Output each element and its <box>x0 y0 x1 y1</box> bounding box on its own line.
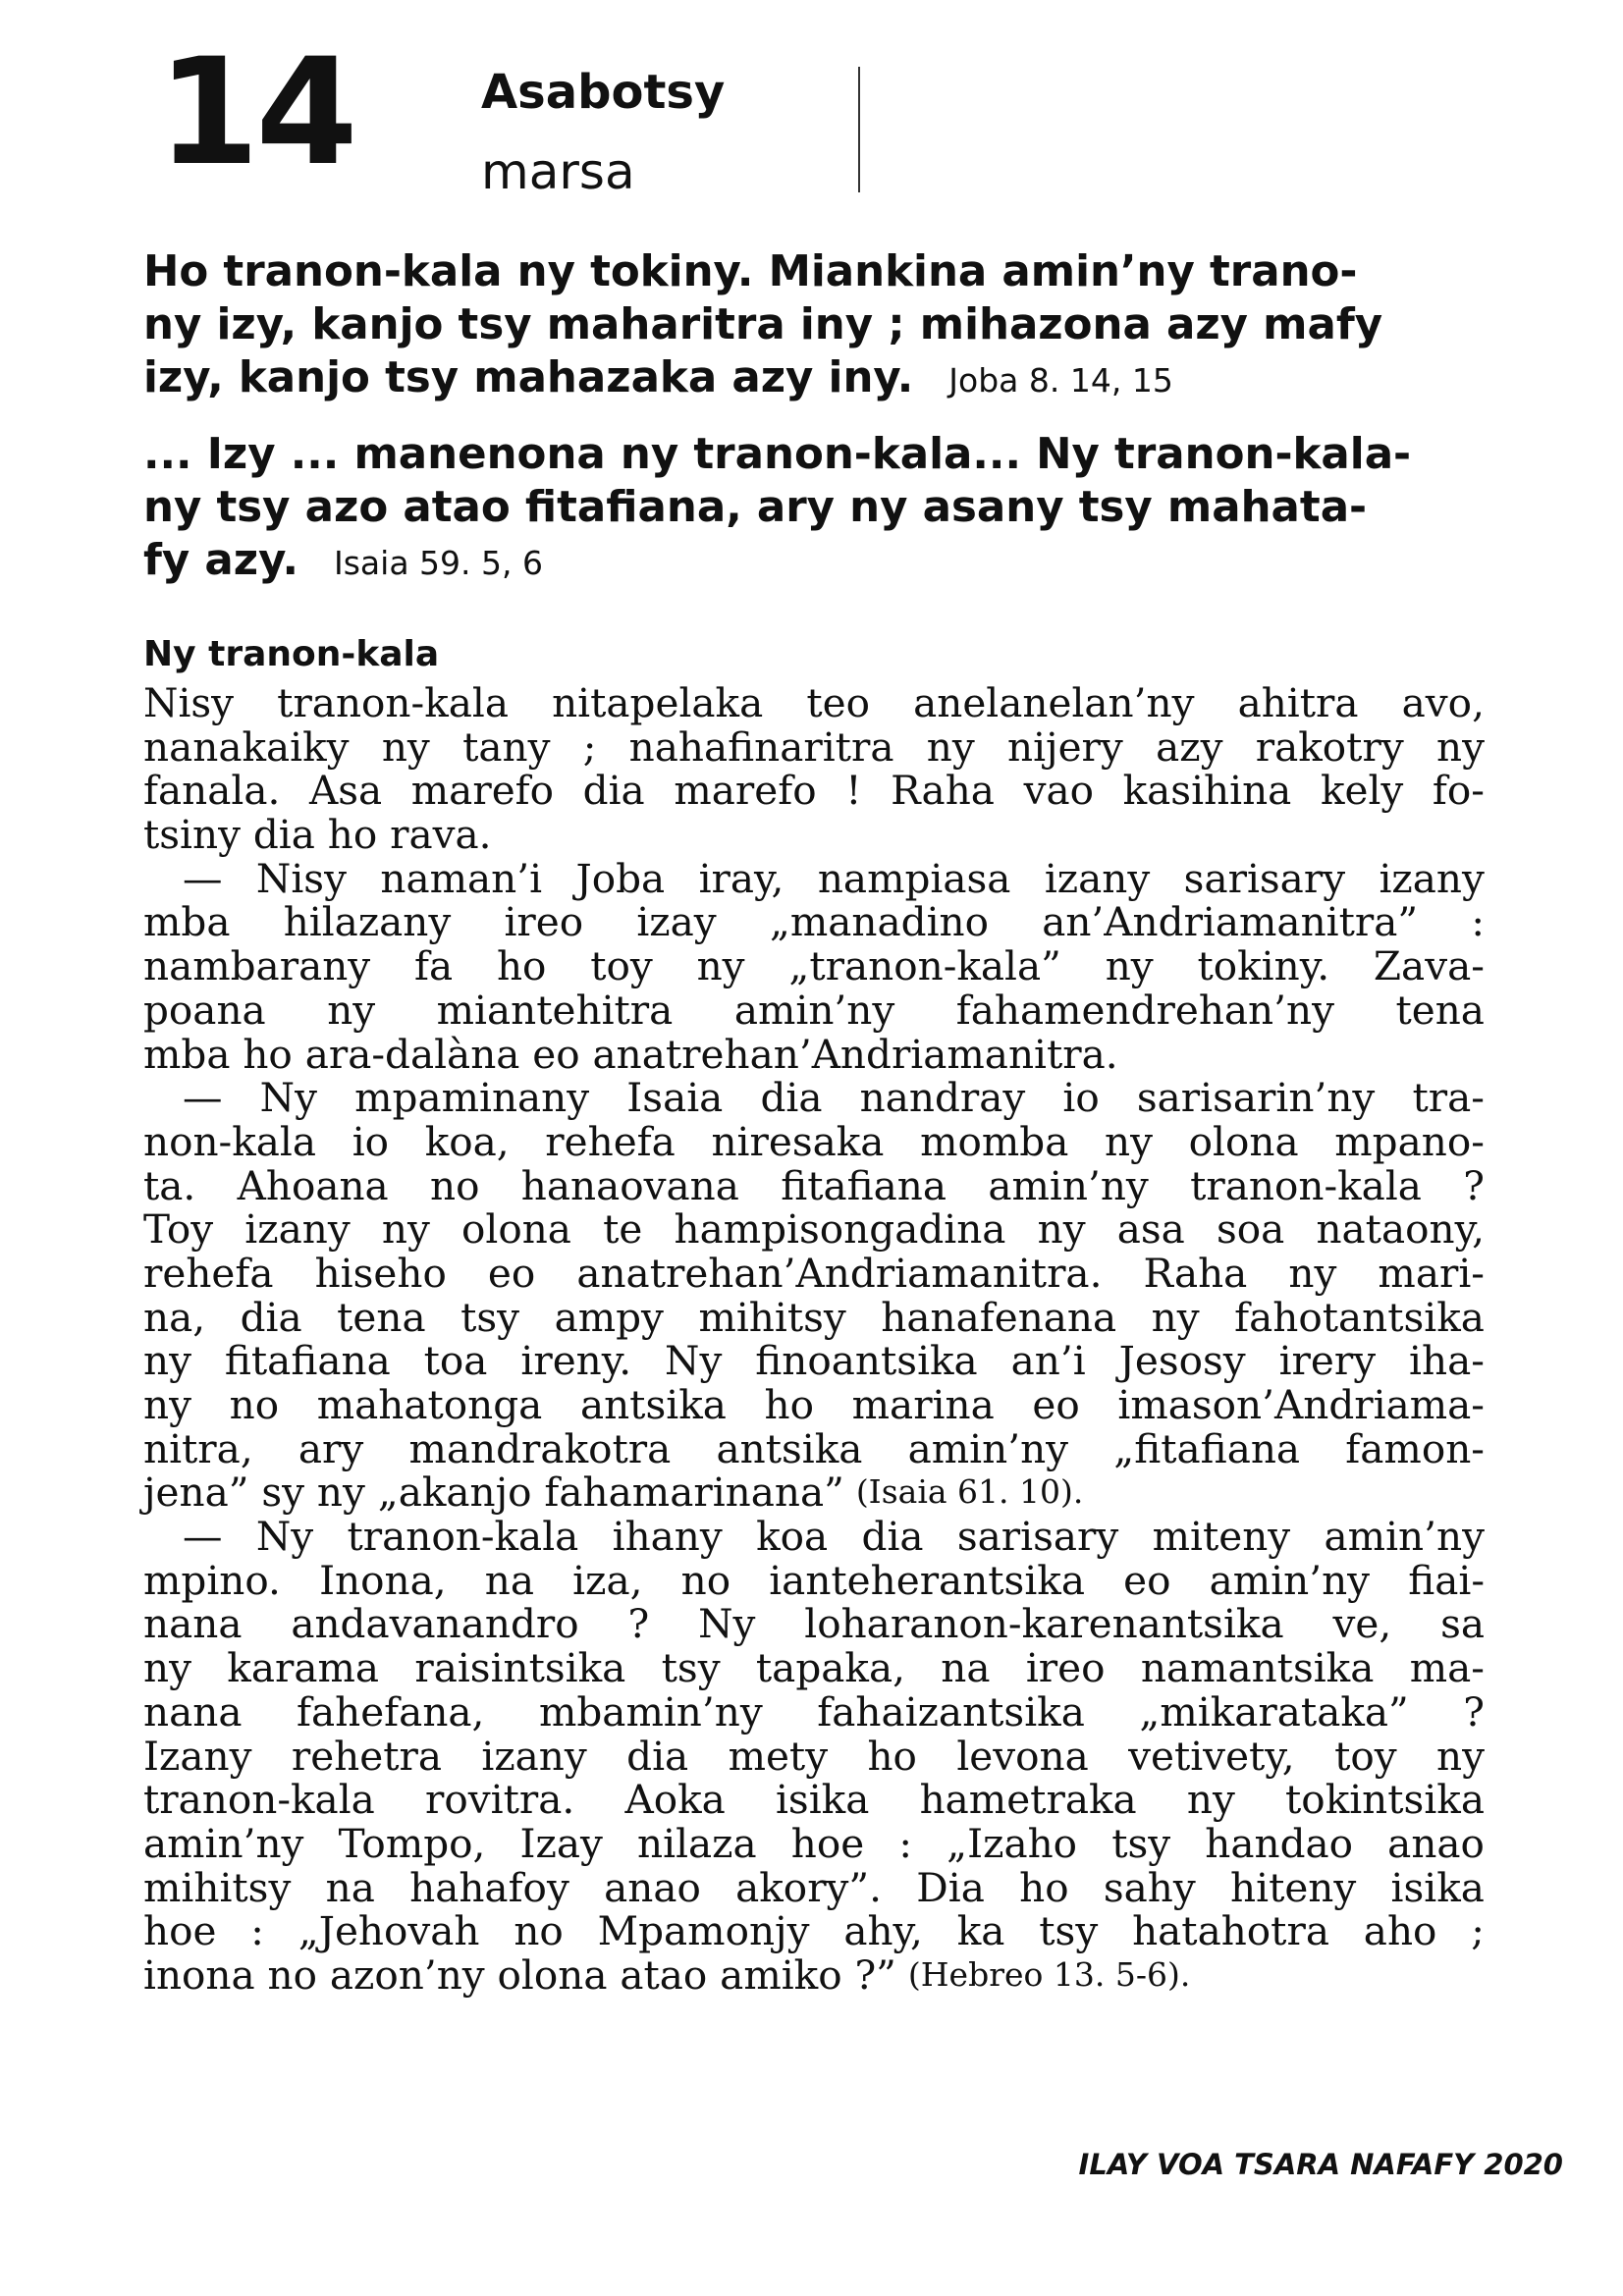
body-word: avo, <box>1401 679 1485 726</box>
body-word: ; <box>1471 1907 1485 1955</box>
body-word: Raha <box>1143 1249 1248 1297</box>
body-word: ! <box>845 767 862 815</box>
scripture-reference: (Hebreo 13. 5-6). <box>907 1954 1191 1994</box>
body-word: loharanon-karenantsika <box>804 1600 1284 1648</box>
body-line <box>143 1117 1485 1165</box>
body-word: tsy <box>1039 1907 1099 1955</box>
body-word: ve, <box>1332 1600 1392 1648</box>
body-word: nambarany <box>143 942 371 990</box>
body-word: rehetra <box>291 1732 442 1780</box>
body-word: hoe <box>143 1907 217 1955</box>
body-word: Ahoana <box>237 1161 389 1209</box>
body-word: dia <box>760 1074 823 1122</box>
bible-verse-1 <box>143 245 1479 407</box>
body-word: hiteny <box>1230 1863 1357 1911</box>
body-line-text: inona no azon’ny olona atao amiko ?” <box>143 1950 896 1999</box>
body-word: tokintsika <box>1285 1776 1485 1824</box>
body-word: andavanandro <box>291 1600 579 1648</box>
body-line <box>143 1076 1485 1120</box>
body-word: amin’ny <box>988 1161 1149 1209</box>
body-word: levona <box>956 1732 1089 1780</box>
body-word: nitra, <box>143 1424 253 1472</box>
body-word: Ny <box>255 1513 314 1561</box>
body-line <box>143 1424 1485 1472</box>
body-word: izany <box>481 1732 587 1780</box>
body-word: na <box>941 1644 991 1692</box>
body-word: rehefa <box>143 1249 274 1297</box>
body-word: dia <box>861 1513 924 1561</box>
body-word: sa <box>1440 1600 1485 1648</box>
body-word: amin’ny <box>907 1424 1069 1472</box>
body-word: eo <box>1032 1381 1080 1428</box>
body-word: finoantsika <box>755 1337 978 1385</box>
body-word: „mikarataka” <box>1139 1687 1409 1735</box>
body-word: Aoka <box>624 1776 726 1824</box>
body-line <box>143 854 1485 902</box>
body-line <box>143 988 1485 1033</box>
body-word: iza, <box>572 1556 643 1604</box>
body-line <box>143 1909 1485 1953</box>
body-word: hanafenana <box>881 1293 1117 1341</box>
body-word: ny <box>1435 722 1485 771</box>
body-word: Inona, <box>319 1556 447 1604</box>
body-word: nanakaiky <box>143 722 350 771</box>
body-word: handao <box>1205 1819 1354 1867</box>
body-word: koa <box>756 1513 829 1561</box>
body-word: ihany <box>612 1513 723 1561</box>
body-word: io <box>1062 1074 1100 1122</box>
body-word: ny <box>926 722 975 771</box>
body-word: fanala. <box>143 767 281 815</box>
body-word: mari- <box>1378 1249 1485 1297</box>
body-word: nitapelaka <box>552 679 764 726</box>
body-word: mpano- <box>1334 1117 1485 1165</box>
body-word: antsika <box>716 1424 863 1472</box>
weekday-label: Asabotsy <box>481 65 726 120</box>
body-word: : <box>1471 898 1485 946</box>
body-word: teo <box>806 679 870 726</box>
body-word: imason’Andriama- <box>1117 1381 1485 1428</box>
body-word: mpino. <box>143 1556 281 1604</box>
body-word: mihitsy <box>698 1293 846 1341</box>
body-word: fa <box>414 942 454 990</box>
body-line-text: jena” sy ny „akanjo fahamarinana” <box>143 1468 844 1517</box>
body-line <box>143 1556 1485 1604</box>
body-word: Zava- <box>1373 942 1485 990</box>
verse-line: ny izy, kanjo tsy maharitra iny ; mihazona azy mafy <box>143 300 1383 349</box>
body-word: famon- <box>1345 1424 1485 1472</box>
body-word: na, <box>143 1293 206 1341</box>
body-word: anatrehan’Andriamanitra. <box>576 1249 1103 1297</box>
body-word: ? <box>1463 1687 1485 1735</box>
body-word: ka <box>956 1907 1005 1955</box>
body-word: ny <box>1288 1249 1337 1297</box>
body-word: no <box>430 1161 480 1209</box>
body-word: ? <box>1463 1161 1485 1209</box>
verse-line: ... Izy ... manenona ny tranon-kala... Ny tranon-kala- <box>143 430 1412 479</box>
body-word: antsika <box>579 1381 727 1428</box>
body-word: isika <box>775 1776 870 1824</box>
body-word: sarisary <box>1183 854 1346 902</box>
body-word: toy <box>590 942 653 990</box>
scripture-reference: (Isaia 61. 10). <box>855 1472 1084 1512</box>
body-word: vetivety, <box>1128 1732 1295 1780</box>
body-word: hampisongadina <box>674 1205 1006 1254</box>
body-word: „fitafiana <box>1113 1424 1301 1472</box>
body-line <box>143 1687 1485 1735</box>
body-word: rehefa <box>545 1117 676 1165</box>
body-word: Ny <box>698 1600 756 1648</box>
body-word: hiseho <box>314 1249 447 1297</box>
body-line <box>143 681 1485 725</box>
body-word: mihitsy <box>143 1863 292 1911</box>
body-word: tsy <box>661 1644 721 1692</box>
body-word: Raha <box>891 767 995 815</box>
body-word: hametraka <box>919 1776 1137 1824</box>
body-line <box>143 769 1485 813</box>
body-word: — <box>183 1074 223 1122</box>
body-word: karama <box>227 1644 380 1692</box>
body-word: asa <box>1116 1205 1185 1254</box>
body-word: izany <box>244 1205 351 1254</box>
body-word: tranon-kala <box>1190 1161 1422 1209</box>
body-word: ma- <box>1409 1644 1485 1692</box>
body-word: Isaia <box>626 1074 724 1122</box>
body-word: Nisy <box>143 679 235 726</box>
body-line <box>143 1819 1485 1867</box>
body-word: nana <box>143 1600 243 1648</box>
bible-verse-2 <box>143 428 1479 590</box>
body-word: dia <box>240 1293 302 1341</box>
verse-line-text: fy azy. <box>143 536 298 585</box>
body-word: : <box>898 1819 912 1867</box>
body-line <box>143 722 1485 771</box>
body-line <box>143 1161 1485 1209</box>
body-line <box>143 1470 1485 1515</box>
body-line-text: mba ho ara-dalàna eo anatrehan’Andriamanitra. <box>143 1030 1118 1078</box>
body-word: kely <box>1320 767 1404 815</box>
body-word: nataony, <box>1316 1205 1485 1254</box>
body-line <box>143 813 1485 857</box>
body-word: hatahotra <box>1132 1907 1329 1955</box>
body-word: tany <box>462 722 551 771</box>
body-word: amin’ny <box>1209 1556 1371 1604</box>
body-word: : <box>250 1907 264 1955</box>
body-word: anao <box>1387 1819 1485 1867</box>
body-word: irery <box>1278 1337 1377 1385</box>
body-word: soa <box>1216 1205 1285 1254</box>
body-word: nampiasa <box>817 854 1011 902</box>
body-word: miantehitra <box>436 986 674 1034</box>
body-word: nana <box>143 1687 243 1735</box>
body-word: mety <box>728 1732 829 1780</box>
body-word: „tranon-kala” <box>788 942 1061 990</box>
section-title: Ny tranon-kala <box>143 634 440 674</box>
body-word: — <box>183 1513 223 1561</box>
body-word: mpaminany <box>354 1074 590 1122</box>
body-word: ny <box>1151 1293 1200 1341</box>
body-word: ? <box>627 1600 650 1648</box>
body-word: akory”. <box>735 1863 883 1911</box>
body-word: vao <box>1023 767 1094 815</box>
body-word: fitafiana <box>224 1337 391 1385</box>
verse-line <box>143 351 1479 407</box>
body-word: tsy <box>460 1293 520 1341</box>
body-word: marefo <box>674 767 817 815</box>
body-line <box>143 1207 1485 1252</box>
body-word: — <box>183 854 223 902</box>
body-line <box>143 1249 1485 1297</box>
body-word: ny <box>1435 1732 1485 1780</box>
verse-line <box>143 534 1479 590</box>
body-word: Nisy <box>255 854 347 902</box>
body-word: eo <box>487 1249 536 1297</box>
body-line <box>143 1030 1485 1078</box>
body-line <box>143 1646 1485 1690</box>
body-word: niresaka <box>711 1117 885 1165</box>
body-word: ny <box>327 986 376 1034</box>
body-word: tranon-kala <box>347 1513 579 1561</box>
body-line-text: tsiny dia ho rava. <box>143 811 492 859</box>
body-line <box>143 1778 1485 1822</box>
body-word: ho <box>1019 1863 1069 1911</box>
body-word: hahafoy <box>409 1863 569 1911</box>
body-word: an’Andriamanitra” <box>1042 898 1419 946</box>
body-word: izany <box>1379 854 1485 902</box>
body-word: Dia <box>916 1863 985 1911</box>
body-line <box>143 1950 1485 1999</box>
body-word: Jesosy <box>1118 1337 1246 1385</box>
body-word: nijery <box>1007 722 1123 771</box>
body-word: dia <box>582 767 645 815</box>
body-line <box>143 1293 1485 1341</box>
body-word: ny <box>143 1337 191 1385</box>
body-word: rovitra. <box>425 1776 575 1824</box>
body-word: no <box>514 1907 564 1955</box>
body-word: namantsika <box>1140 1644 1375 1692</box>
body-word: Toy <box>143 1205 214 1254</box>
body-word: mba <box>143 898 231 946</box>
body-word: ny <box>1037 1205 1086 1254</box>
verse-line: Ho tranon-kala ny tokiny. Miankina amin’ny trano- <box>143 247 1358 296</box>
body-word: tranon-kala <box>143 1776 375 1824</box>
body-word: ny <box>1186 1776 1235 1824</box>
body-word: ahitra <box>1237 679 1359 726</box>
body-word: tapaka, <box>755 1644 905 1692</box>
verse-line: ny tsy azo atao fitafiana, ary ny asany tsy mahata- <box>143 483 1368 532</box>
body-word: „Izaho <box>947 1819 1078 1867</box>
body-word: momba <box>920 1117 1069 1165</box>
body-word: Asa <box>308 767 383 815</box>
body-word: ary <box>298 1424 364 1472</box>
page-header <box>0 0 1623 206</box>
body-word: io <box>352 1117 390 1165</box>
body-word: Tompo, <box>338 1819 486 1867</box>
body-word: miteny <box>1152 1513 1291 1561</box>
body-word: ny <box>1105 1117 1153 1165</box>
body-word: mahatonga <box>316 1381 543 1428</box>
body-word: ny <box>381 1205 430 1254</box>
body-word: na <box>325 1863 375 1911</box>
body-word: sarisary <box>956 1513 1119 1561</box>
body-word: nandray <box>859 1074 1026 1122</box>
body-word: sahy <box>1103 1863 1196 1911</box>
day-number: 14 <box>157 27 354 198</box>
verse-line-text: izy, kanjo tsy mahazaka azy iny. <box>143 353 914 402</box>
body-word: marina <box>851 1381 995 1428</box>
body-word: fahotantsika <box>1234 1293 1485 1341</box>
body-word: Joba <box>575 854 666 902</box>
body-line <box>143 1383 1485 1427</box>
body-word: iray, <box>698 854 784 902</box>
body-word: Ny <box>259 1074 317 1122</box>
body-word: izay <box>636 898 717 946</box>
body-word: hoe <box>790 1819 865 1867</box>
body-word: fiai- <box>1408 1556 1485 1604</box>
body-word: mbamin’ny <box>538 1687 763 1735</box>
body-word: anao <box>604 1863 701 1911</box>
body-word: na <box>484 1556 535 1604</box>
body-word: ta. <box>143 1161 196 1209</box>
body-word: fahamendrehan’ny <box>955 986 1334 1034</box>
body-word: amin’ny <box>733 986 895 1034</box>
body-word: no <box>229 1381 280 1428</box>
body-word: marefo <box>410 767 555 815</box>
body-word: toa <box>423 1337 488 1385</box>
body-word: hanaovana <box>520 1161 739 1209</box>
body-word: Izay <box>519 1819 603 1867</box>
body-word: ianteherantsika <box>769 1556 1085 1604</box>
body-word: ho <box>764 1381 814 1428</box>
body-word: Ny <box>665 1337 723 1385</box>
body-line <box>143 1863 1485 1911</box>
body-line <box>143 1339 1485 1383</box>
body-word: fitafiana <box>781 1161 947 1209</box>
body-word: rakotry <box>1255 722 1404 771</box>
body-word: ny <box>1105 942 1154 990</box>
body-word: ireo <box>1025 1644 1106 1692</box>
body-word: ho <box>867 1732 917 1780</box>
body-word: Mpamonjy <box>597 1907 810 1955</box>
body-line <box>143 944 1485 988</box>
body-line <box>143 900 1485 944</box>
body-word: ny <box>696 942 745 990</box>
body-word: anelanelan’ny <box>913 679 1195 726</box>
body-word: hilazany <box>283 898 452 946</box>
body-word: tokiny. <box>1197 942 1330 990</box>
body-word: „manadino <box>769 898 989 946</box>
body-line <box>143 1515 1485 1559</box>
body-word: poana <box>143 986 266 1034</box>
body-word: amin’ny <box>1324 1513 1485 1561</box>
body-word: Izany <box>143 1732 252 1780</box>
body-word: nahafinaritra <box>628 722 894 771</box>
body-word: fo- <box>1432 767 1485 815</box>
body-word: tra- <box>1412 1074 1485 1122</box>
body-word: ho <box>496 942 547 990</box>
body-word: tsy <box>1111 1819 1171 1867</box>
body-word: iha- <box>1409 1337 1485 1385</box>
body-word: tranon-kala <box>277 679 509 726</box>
body-word: sarisarin’ny <box>1136 1074 1376 1122</box>
body-word: ampy <box>554 1293 664 1341</box>
body-line <box>143 1602 1485 1646</box>
body-word: aho <box>1363 1907 1437 1955</box>
verse-reference: Joba 8. 14, 15 <box>948 361 1173 400</box>
body-word: ireny. <box>520 1337 632 1385</box>
body-text <box>143 681 1485 1998</box>
body-word: olona <box>460 1205 571 1254</box>
body-word: no <box>680 1556 731 1604</box>
body-word: ny <box>143 1381 191 1428</box>
body-word: te <box>603 1205 643 1254</box>
body-word: koa, <box>424 1117 510 1165</box>
header-divider <box>858 67 860 192</box>
body-line <box>143 1732 1485 1780</box>
body-word: tena <box>1395 986 1485 1034</box>
body-word: tena <box>337 1293 426 1341</box>
body-word: kasihina <box>1122 767 1292 815</box>
body-word: izany <box>1044 854 1151 902</box>
body-word: fahaizantsika <box>817 1687 1085 1735</box>
body-word: ahy, <box>843 1907 923 1955</box>
body-word: ; <box>582 722 597 771</box>
body-word: toy <box>1334 1732 1397 1780</box>
body-word: isika <box>1390 1863 1485 1911</box>
body-word: mandrakotra <box>408 1424 672 1472</box>
body-word: fahefana, <box>297 1687 485 1735</box>
verse-reference: Isaia 59. 5, 6 <box>334 544 543 582</box>
body-word: dia <box>626 1732 689 1780</box>
body-word: eo <box>1123 1556 1171 1604</box>
body-word: raisintsika <box>414 1644 626 1692</box>
body-word: ny <box>381 722 430 771</box>
body-word: azy <box>1156 722 1223 771</box>
month-label: marsa <box>481 143 635 200</box>
body-word: amin’ny <box>143 1819 304 1867</box>
body-word: an’i <box>1010 1337 1086 1385</box>
body-word: ireo <box>504 898 584 946</box>
body-word: „Jehovah <box>298 1907 480 1955</box>
body-word: nilaza <box>637 1819 757 1867</box>
body-word: non-kala <box>143 1117 317 1165</box>
footer-publication: ILAY VOA TSARA NAFAFY 2020 <box>1078 2148 1563 2181</box>
body-word: ny <box>143 1644 191 1692</box>
body-word: olona <box>1188 1117 1299 1165</box>
body-word: naman’i <box>380 854 543 902</box>
